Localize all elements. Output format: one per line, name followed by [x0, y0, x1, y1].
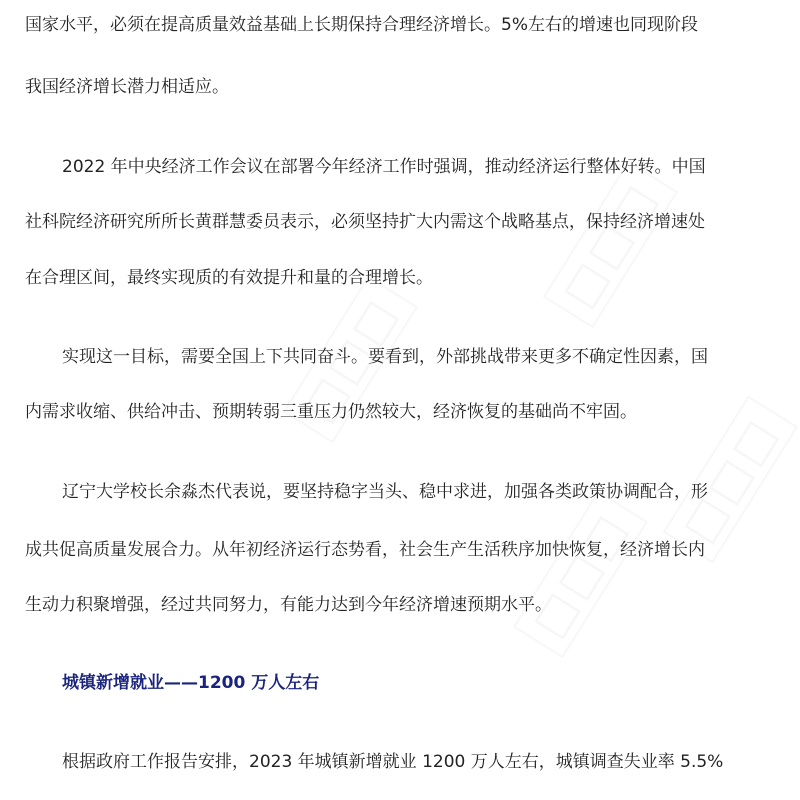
watermark-right: □□□ [663, 396, 798, 564]
watermark-top: □□□ [543, 161, 678, 329]
paragraph-2-line-1: 2022 年中央经济工作会议在部署今年经济工作时强调，推动经济运行整体好转。中国 [62, 157, 706, 177]
paragraph-4-line-1: 辽宁大学校长余淼杰代表说，要坚持稳字当头、稳中求进，加强各类政策协调配合，形 [62, 482, 708, 502]
paragraph-1-line-2: 我国经济增长潜力相适应。 [25, 77, 229, 97]
paragraph-2-line-2: 社科院经济研究所所长黄群慧委员表示，必须坚持扩大内需这个战略基点，保持经济增速处 [25, 212, 705, 232]
paragraph-4-line-3: 生动力积聚增强，经过共同努力，有能力达到今年经济增速预期水平。 [25, 595, 552, 615]
paragraph-3-line-2: 内需求收缩、供给冲击、预期转弱三重压力仍然较大，经济恢复的基础尚不牢固。 [25, 402, 637, 422]
section-heading: 城镇新增就业——1200 万人左右 [62, 673, 320, 693]
paragraph-1-line-1: 国家水平，必须在提高质量效益基础上长期保持合理经济增长。5%左右的增速也同现阶段 [25, 15, 698, 35]
watermark-middle: □□□ [283, 276, 418, 444]
paragraph-5-line-1: 根据政府工作报告安排，2023 年城镇新增就业 1200 万人左右，城镇调查失业率 5.5% [62, 752, 724, 772]
watermark-bottom: □□□ [513, 491, 648, 659]
paragraph-2-line-3: 在合理区间，最终实现质的有效提升和量的合理增长。 [25, 268, 433, 288]
paragraph-4-line-2: 成共促高质量发展合力。从年初经济运行态势看，社会生产生活秩序加快恢复，经济增长内 [25, 540, 705, 560]
paragraph-3-line-1: 实现这一目标，需要全国上下共同奋斗。要看到，外部挑战带来更多不确定性因素，国 [62, 347, 708, 367]
